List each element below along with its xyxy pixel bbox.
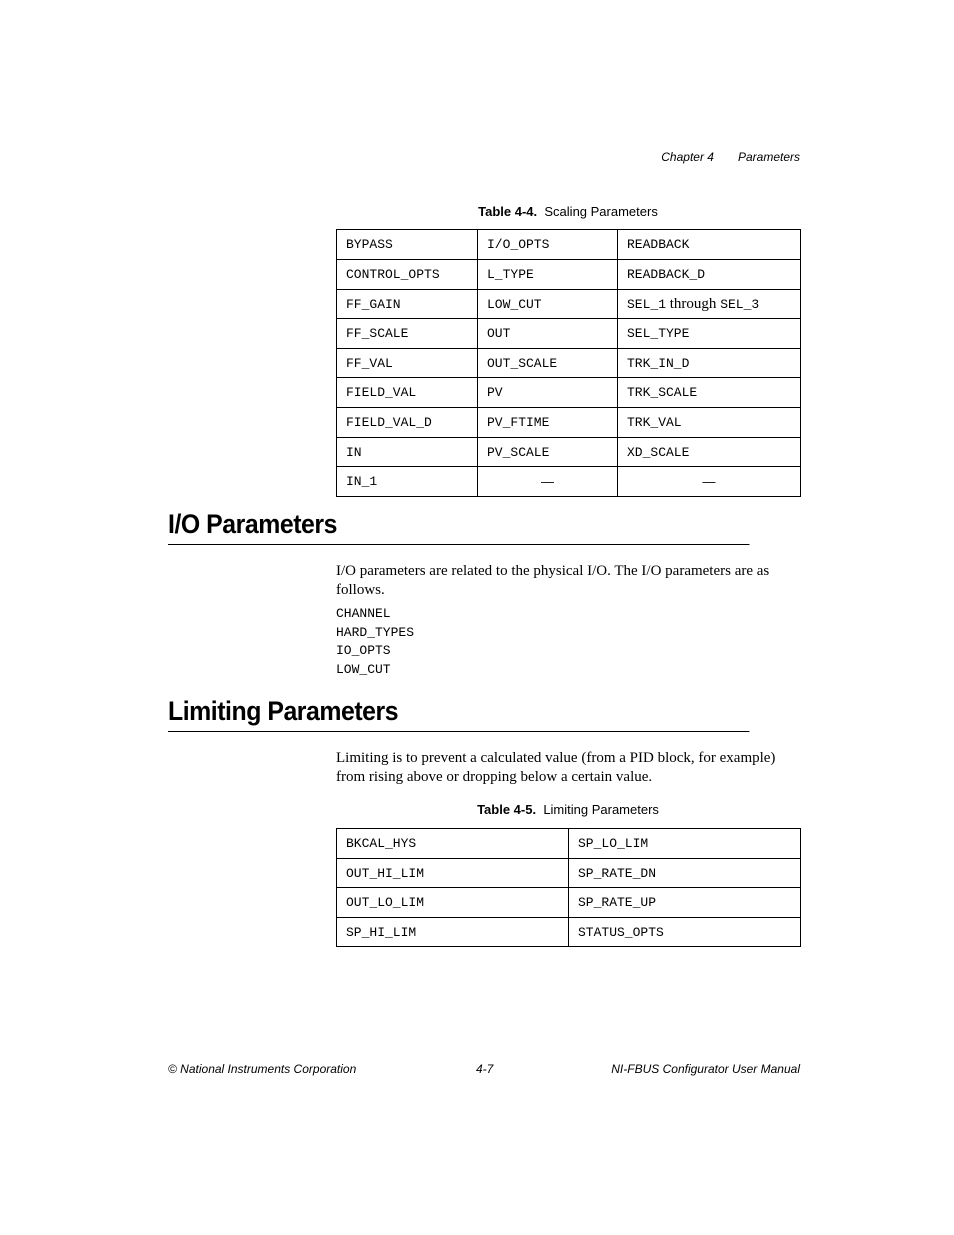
table-row <box>337 467 801 497</box>
table-row <box>337 859 801 888</box>
footer-copyright: © National Instruments Corporation <box>168 1062 357 1076</box>
table-cell: I/O_OPTS <box>478 230 618 260</box>
table2-label: Table 4-5. <box>477 802 537 817</box>
table-cell: READBACK <box>618 230 801 260</box>
table-cell: TRK_VAL <box>618 408 801 438</box>
table-cell: FF_SCALE <box>337 319 478 349</box>
io-parameters-text: I/O parameters are related to the physical I/O. The I/O parameters are as follows. <box>336 563 770 598</box>
table-cell: LOW_CUT <box>478 290 618 319</box>
table-row <box>337 829 801 859</box>
table-cell: FF_GAIN <box>337 290 478 319</box>
table-cell: BKCAL_HYS <box>337 829 569 859</box>
table-cell: L_TYPE <box>478 260 618 290</box>
table-row <box>337 918 801 947</box>
table-cell: FIELD_VAL_D <box>337 408 478 438</box>
table-cell: OUT_SCALE <box>478 349 618 378</box>
table-row <box>337 260 801 290</box>
scaling-parameters-table <box>336 229 801 497</box>
table-cell: PV <box>478 378 618 408</box>
table1-label: Table 4-4. <box>478 204 538 219</box>
table-cell: SP_RATE_DN <box>569 859 801 888</box>
table-cell: STATUS_OPTS <box>569 918 801 947</box>
footer-page-number: 4-7 <box>476 1062 494 1076</box>
list-item: HARD_TYPES <box>336 624 415 640</box>
table1-title: Scaling Parameters <box>544 204 658 219</box>
table-cell: IN <box>337 438 478 467</box>
table-cell: SP_HI_LIM <box>337 918 569 947</box>
table-cell-empty: — <box>478 467 618 497</box>
table-cell: OUT <box>478 319 618 349</box>
table-cell: IN_1 <box>337 467 478 497</box>
table-row <box>337 319 801 349</box>
sel-end: SEL_3 <box>720 296 760 312</box>
table-cell: PV_FTIME <box>478 408 618 438</box>
page-header <box>661 150 800 164</box>
table-cell: SP_RATE_UP <box>569 888 801 918</box>
limiting-parameters-table <box>336 828 801 947</box>
table-row <box>337 349 801 378</box>
limiting-parameters-text: Limiting is to prevent a calculated value (from a PID block, for example) from rising above or dropping below a certain value. <box>336 750 776 785</box>
io-parameters-list <box>336 605 414 680</box>
table-cell: SP_LO_LIM <box>569 829 801 859</box>
table-row <box>337 230 801 260</box>
table-cell: SEL_TYPE <box>618 319 801 349</box>
table-cell: PV_SCALE <box>478 438 618 467</box>
table-cell: FIELD_VAL <box>337 378 478 408</box>
table-cell: OUT_LO_LIM <box>337 888 569 918</box>
table-row <box>337 888 801 918</box>
table-row <box>337 438 801 467</box>
table-cell: XD_SCALE <box>618 438 801 467</box>
table-cell: READBACK_D <box>618 260 801 290</box>
table-cell: BYPASS <box>337 230 478 260</box>
sel-start: SEL_1 <box>627 296 667 312</box>
table-cell: OUT_HI_LIM <box>337 859 569 888</box>
table-row <box>337 378 801 408</box>
footer-manual-title: NI-FBUS Configurator User Manual <box>611 1062 800 1076</box>
table-cell-sel-range <box>618 290 801 319</box>
table-row <box>337 408 801 438</box>
table-cell: CONTROL_OPTS <box>337 260 478 290</box>
io-parameters-heading: I/O Parameters <box>168 509 749 545</box>
limiting-parameters-heading: Limiting Parameters <box>168 696 749 732</box>
table-cell: TRK_IN_D <box>618 349 801 378</box>
header-section: Parameters <box>737 150 800 164</box>
table-row <box>337 290 801 319</box>
table2-title: Limiting Parameters <box>543 802 659 817</box>
sel-through: through <box>666 295 721 312</box>
list-item: CHANNEL <box>336 606 391 621</box>
table-cell: FF_VAL <box>337 349 478 378</box>
table1-caption <box>336 204 800 219</box>
table-cell: TRK_SCALE <box>618 378 801 408</box>
table2-caption <box>336 802 800 817</box>
list-item: IO_OPTS <box>336 643 391 659</box>
table-cell-empty: — <box>618 467 801 497</box>
header-chapter: Chapter 4 <box>661 150 714 164</box>
list-item: LOW_CUT <box>336 662 391 678</box>
